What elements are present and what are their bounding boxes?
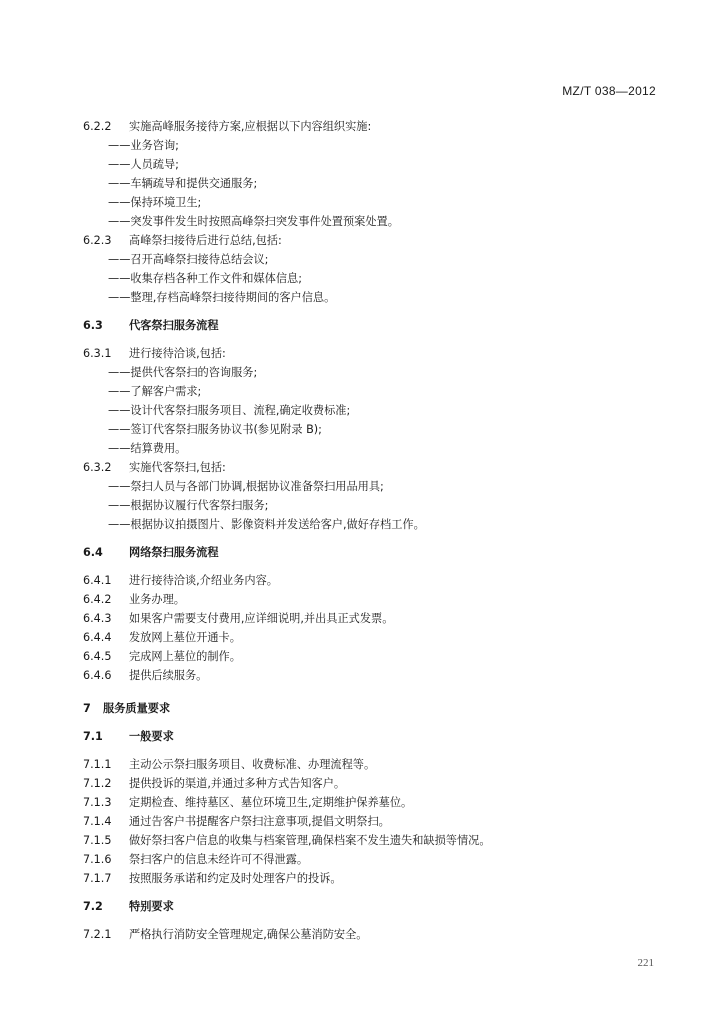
clause-number: 7.1.6 [83, 853, 112, 866]
clause-number: 7.1.3 [83, 796, 112, 809]
clause-text: 高峰祭扫接待后进行总结,包括: [129, 234, 282, 247]
clause-7-1-1 [83, 755, 663, 774]
clause-number: 6.4.1 [83, 574, 112, 587]
page-content [83, 117, 663, 944]
clause-7-1-7 [83, 869, 663, 888]
section-title: 网络祭扫服务流程 [129, 546, 219, 559]
clause-6-4-6 [83, 666, 663, 685]
section-heading-7-1 [83, 727, 663, 746]
clause-number: 7.2.1 [83, 928, 112, 941]
clause-7-1-6 [83, 850, 663, 869]
clause-number: 6.3.1 [83, 347, 112, 360]
clause-number: 6.2.3 [83, 234, 112, 247]
clause-text: 完成网上墓位的制作。 [129, 650, 241, 663]
clause-text: 通过告客户书提醒客户祭扫注意事项,提倡文明祭扫。 [129, 815, 390, 828]
clause-number: 6.3.2 [83, 461, 112, 474]
list-item: ——保持环境卫生; [108, 196, 202, 209]
list-item: ——提供代客祭扫的咨询服务; [108, 366, 258, 379]
section-number: 7.1 [83, 730, 103, 743]
clause-text: 做好祭扫客户信息的收集与档案管理,确保档案不发生遗失和缺损等情况。 [129, 834, 491, 847]
clause-text: 按照服务承诺和约定及时处理客户的投诉。 [129, 872, 342, 885]
clause-7-1-4 [83, 812, 663, 831]
chapter-number: 7 [83, 702, 91, 715]
list-item: ——了解客户需求; [108, 385, 202, 398]
clause-number: 7.1.1 [83, 758, 112, 771]
clause-number: 6.4.3 [83, 612, 112, 625]
clause-6-3-2 [83, 458, 663, 477]
clause-text: 进行接待洽谈,介绍业务内容。 [129, 574, 278, 587]
clause-6-4-5 [83, 647, 663, 666]
section-number: 7.2 [83, 900, 103, 913]
chapter-title: 服务质量要求 [103, 702, 171, 715]
clause-6-4-1 [83, 571, 663, 590]
clause-6-4-4 [83, 628, 663, 647]
clause-text: 祭扫客户的信息未经许可不得泄露。 [129, 853, 309, 866]
section-heading-7-2 [83, 897, 663, 916]
clause-6-3-1 [83, 344, 663, 363]
clause-7-1-2 [83, 774, 663, 793]
clause-6-4-2 [83, 590, 663, 609]
clause-number: 6.4.6 [83, 669, 112, 682]
standard-code-header: MZ/T 038—2012 [562, 84, 656, 98]
section-title: 特别要求 [129, 900, 174, 913]
list-item: ——根据协议履行代客祭扫服务; [108, 499, 269, 512]
section-heading-6-4 [83, 543, 663, 562]
section-title: 一般要求 [129, 730, 174, 743]
clause-7-1-5 [83, 831, 663, 850]
clause-number: 7.1.5 [83, 834, 112, 847]
section-number: 6.4 [83, 546, 103, 559]
clause-text: 如果客户需要支付费用,应详细说明,并出具正式发票。 [129, 612, 394, 625]
section-title: 代客祭扫服务流程 [129, 319, 219, 332]
clause-7-2-1 [83, 925, 663, 944]
list-item: ——车辆疏导和提供交通服务; [108, 177, 258, 190]
clause-text: 提供投诉的渠道,并通过多种方式告知客户。 [129, 777, 346, 790]
list-item: ——业务咨询; [108, 139, 179, 152]
clause-text: 发放网上墓位开通卡。 [129, 631, 241, 644]
section-heading-6-3 [83, 316, 663, 335]
clause-6-2-2 [83, 117, 663, 136]
clause-6-2-3 [83, 231, 663, 250]
list-item: ——祭扫人员与各部门协调,根据协议准备祭扫用品用具; [108, 480, 384, 493]
clause-6-4-3 [83, 609, 663, 628]
clause-text: 提供后续服务。 [129, 669, 208, 682]
clause-text: 严格执行消防安全管理规定,确保公墓消防安全。 [129, 928, 368, 941]
clause-number: 6.4.2 [83, 593, 112, 606]
clause-text: 实施高峰服务接待方案,应根据以下内容组织实施: [129, 120, 372, 133]
clause-text: 主动公示祭扫服务项目、收费标准、办理流程等。 [129, 758, 376, 771]
list-item: ——设计代客祭扫服务项目、流程,确定收费标准; [108, 404, 351, 417]
clause-text: 进行接待洽谈,包括: [129, 347, 226, 360]
list-item: ——整理,存档高峰祭扫接待期间的客户信息。 [108, 291, 336, 304]
clause-text: 实施代客祭扫,包括: [129, 461, 226, 474]
list-item: ——突发事件发生时按照高峰祭扫突发事件处置预案处置。 [108, 215, 399, 228]
list-item: ——签订代客祭扫服务协议书(参见附录 B); [108, 423, 322, 436]
clause-7-1-3 [83, 793, 663, 812]
list-item: ——收集存档各种工作文件和媒体信息; [108, 272, 302, 285]
clause-number: 6.2.2 [83, 120, 112, 133]
clause-text: 定期检查、维持墓区、墓位环境卫生,定期维护保养墓位。 [129, 796, 413, 809]
list-item: ——人员疏导; [108, 158, 179, 171]
list-item: ——结算费用。 [108, 442, 187, 455]
page-number: 221 [637, 957, 654, 969]
clause-number: 7.1.4 [83, 815, 112, 828]
clause-number: 7.1.7 [83, 872, 112, 885]
list-item: ——召开高峰祭扫接待总结会议; [108, 253, 269, 266]
clause-number: 7.1.2 [83, 777, 112, 790]
clause-number: 6.4.4 [83, 631, 112, 644]
clause-number: 6.4.5 [83, 650, 112, 663]
chapter-heading-7 [83, 699, 663, 718]
clause-text: 业务办理。 [129, 593, 185, 606]
section-number: 6.3 [83, 319, 103, 332]
list-item: ——根据协议拍摄图片、影像资料并发送给客户,做好存档工作。 [108, 518, 425, 531]
